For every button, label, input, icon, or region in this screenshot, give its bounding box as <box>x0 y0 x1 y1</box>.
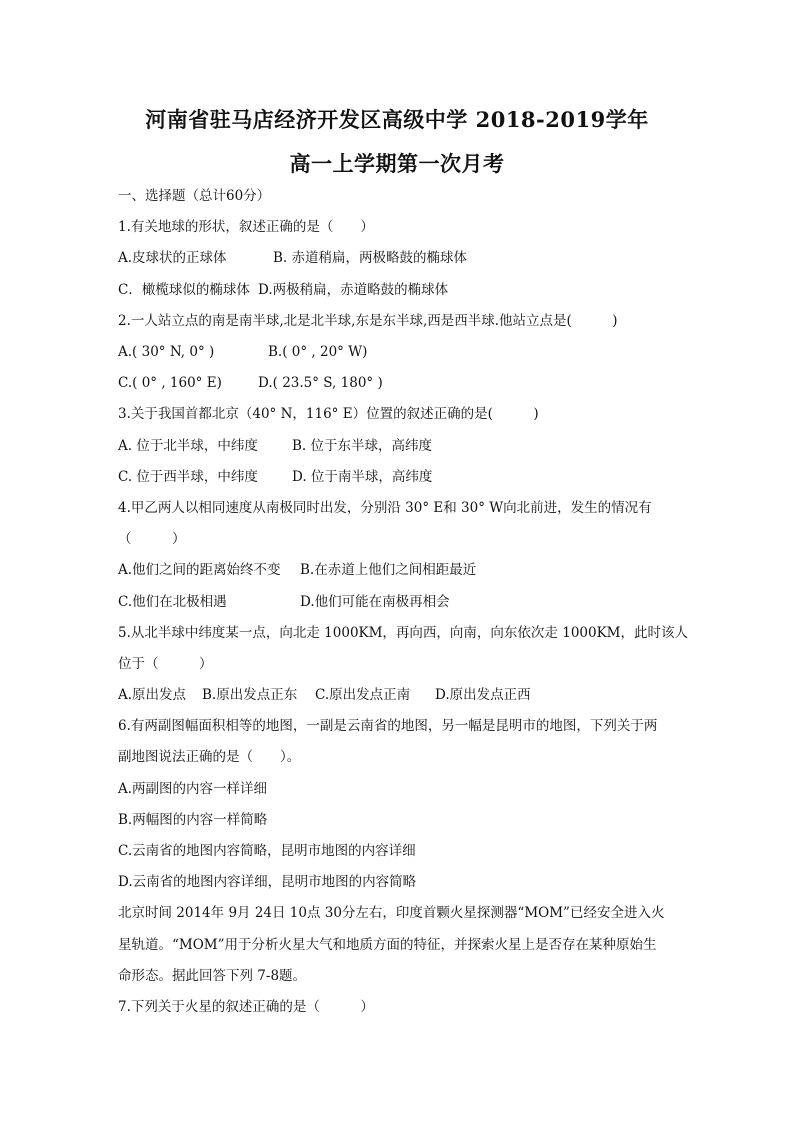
question-6-option-d: D.云南省的地图内容详细，昆明市地图的内容简略 <box>118 874 417 890</box>
question-3-option-a: A. 位于北半球，中纬度 <box>118 438 258 454</box>
question-1-options-row2 <box>118 280 448 300</box>
question-4-option-d: D.他们可能在南极再相会 <box>300 594 450 610</box>
question-3-options-row2 <box>118 467 432 487</box>
question-5-option-c: C.原出发点正南 <box>315 687 411 703</box>
question-2-stem: 2.一人站立点的南是南半球,北是北半球,东是东半球,西是西半球.他站立点是( ) <box>118 313 618 329</box>
question-1-stem: 1.有关地球的形状，叙述正确的是（ ） <box>118 219 374 235</box>
question-6-option-b: B.两幅图的内容一样简略 <box>118 812 268 828</box>
question-1-option-a: A.皮球状的正球体 <box>118 250 227 266</box>
passage-line1: 北京时间 2014年 9月 24日 10点 30分左右，印度首颗火星探测器“MOM”已经安全进入火 <box>118 905 665 921</box>
question-4-option-a: A.他们之间的距离始终不变 <box>118 562 281 578</box>
question-2-options-row2 <box>118 373 383 393</box>
passage-line2: 星轨道。“MOM”用于分析火星大气和地质方面的特征，并探索火星上是否存在某种原始生 <box>118 937 657 953</box>
question-1-option-b: B. 赤道稍扁，两极略鼓的椭球体 <box>273 250 468 266</box>
question-4-option-b: B.在赤道上他们之间相距最近 <box>300 562 477 578</box>
question-3-option-c: C. 位于西半球，中纬度 <box>118 469 258 485</box>
question-6-option-a: A.两副图的内容一样详细 <box>118 781 268 797</box>
question-2-options-row1 <box>118 342 367 362</box>
question-5-option-b: B.原出发点正东 <box>202 687 298 703</box>
question-6-stem-line2: 副地图说法正确的是（ ）。 <box>118 749 301 765</box>
question-2-option-b: B.( 0° , 20° W) <box>268 344 368 360</box>
question-5-stem-line2: 位于（ ） <box>118 656 213 672</box>
question-4-options-row2 <box>118 592 450 612</box>
passage-line3: 命形态。据此回答下列 7-8题。 <box>118 968 307 984</box>
question-1-options-row1 <box>118 248 467 268</box>
question-2-option-a: A.( 30° N, 0° ) <box>118 344 215 360</box>
question-5-option-d: D.原出发点正西 <box>435 687 531 703</box>
exam-title-line1: 河南省驻马店经济开发区高级中学 2018-2019学年 <box>145 107 649 132</box>
question-2-option-d: D.( 23.5° S, 180° ) <box>258 375 383 391</box>
question-6-stem-line1: 6.有两副图幅面积相等的地图，一副是云南省的地图，另一幅是昆明市的地图，下列关于两 <box>118 718 658 734</box>
section-heading: 一、选择题（总计60分） <box>118 188 271 204</box>
question-1-option-c: C．橄榄球似的椭球体 <box>118 282 250 298</box>
question-5-option-a: A.原出发点 <box>118 687 187 703</box>
question-3-stem: 3.关于我国首都北京（40° N，116° E）位置的叙述正确的是( ) <box>118 406 539 422</box>
question-5-stem-line1: 5.从北半球中纬度某一点，向北走 1000KM，再向西，向南，向东依次走 1000KM，此时该人 <box>118 625 688 641</box>
question-4-stem-line1: 4.甲乙两人以相同速度从南极同时出发，分别沿 30° E和 30° W向北前进，发生的情况有 <box>118 500 652 516</box>
question-1-option-d: D.两极稍扁，赤道略鼓的椭球体 <box>258 282 449 298</box>
question-4-stem-line2: （ ） <box>118 531 186 547</box>
question-7-stem: 7.下列关于火星的叙述正确的是（ ） <box>118 999 374 1015</box>
question-3-option-b: B. 位于东半球，高纬度 <box>292 438 433 454</box>
question-6-option-c: C.云南省的地图内容简略，昆明市地图的内容详细 <box>118 843 416 859</box>
question-5-options-row <box>118 685 531 705</box>
question-4-options-row1 <box>118 560 476 580</box>
question-3-options-row1 <box>118 436 432 456</box>
question-3-option-d: D. 位于南半球，高纬度 <box>292 469 433 485</box>
exam-title-line2: 高一上学期第一次月考 <box>289 151 505 176</box>
question-4-option-c: C.他们在北极相遇 <box>118 594 227 610</box>
question-2-option-c: C.( 0° , 160° E) <box>118 375 222 391</box>
